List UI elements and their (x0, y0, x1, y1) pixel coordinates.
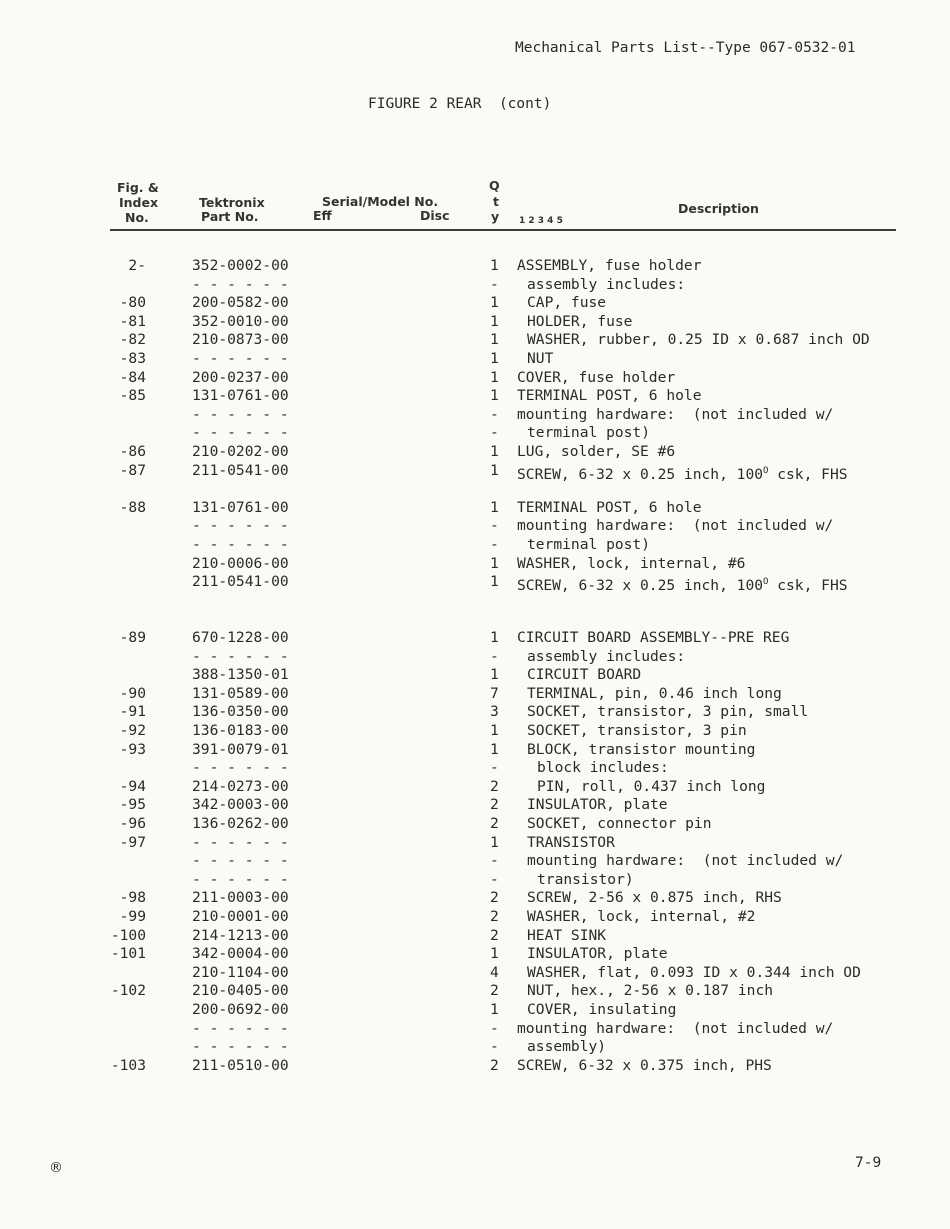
part-number: 210-0001-00 (192, 908, 289, 925)
quantity: - (490, 424, 499, 442)
quantity: 2 (490, 889, 499, 907)
table-row (0, 406, 950, 424)
part-number: - - - - - - (192, 852, 289, 870)
index-number: -83 (119, 350, 146, 367)
description (527, 294, 606, 312)
part-number: - - - - - - (192, 759, 289, 777)
table-row (0, 945, 950, 963)
description-text: NUT, hex., 2-56 x 0.187 inch (527, 982, 774, 1000)
description-text: SCREW, 6-32 x 0.375 inch, PHS (517, 1056, 772, 1074)
index-number: -102 (110, 982, 146, 1000)
table-row (0, 889, 950, 907)
part-number: 211-0510-00 (192, 1056, 289, 1074)
description-text: SOCKET, connector pin (527, 815, 712, 832)
quantity: - (490, 1038, 499, 1056)
description (517, 1020, 833, 1038)
description-text: COVER, insulating (527, 1001, 677, 1018)
part-number: 211-0541-00 (192, 461, 289, 479)
table-row (0, 1038, 950, 1056)
description-text: assembly includes: (527, 275, 686, 293)
description-suffix: csk, FHS (768, 465, 848, 483)
index-number: 2- (128, 257, 146, 274)
description-text: terminal post) (527, 424, 651, 442)
part-number: 211-0003-00 (192, 889, 289, 907)
part-number: - - - - - - (192, 1019, 289, 1037)
quantity: 1 (490, 312, 499, 330)
description-text: mounting hardware: (not included w/ (517, 517, 834, 535)
description (517, 555, 745, 573)
part-number: - - - - - - (192, 517, 289, 535)
col-part-line1: Tektronix (199, 195, 265, 210)
table-row (0, 703, 950, 721)
description (517, 462, 848, 484)
index-number: -86 (119, 443, 146, 460)
description-text: CIRCUIT BOARD ASSEMBLY--PRE REG (517, 629, 790, 646)
description-text: terminal post) (527, 536, 651, 553)
description (517, 629, 789, 647)
table-row (0, 834, 950, 852)
quantity: - (490, 1019, 499, 1037)
col-fig-index-line2: Index (119, 195, 159, 210)
description-text: PIN, roll, 0.437 inch long (537, 777, 766, 795)
description-text: WASHER, rubber, 0.25 ID x 0.687 inch OD (527, 331, 870, 349)
table-row (0, 852, 950, 870)
description-text: TERMINAL, pin, 0.46 inch long (527, 684, 782, 702)
quantity: - (490, 405, 499, 423)
index-number: -85 (119, 387, 146, 405)
part-number: 200-0237-00 (192, 368, 289, 386)
part-number: 214-0273-00 (192, 777, 289, 795)
quantity: 1 (490, 257, 499, 274)
table-row (0, 369, 950, 387)
degree-superscript: O (763, 465, 769, 476)
description (527, 1001, 676, 1019)
quantity: 1 (490, 331, 499, 349)
part-number: - - - - - - (192, 350, 289, 367)
table-row (0, 387, 950, 405)
col-fig-index-line1: Fig. & (117, 180, 159, 195)
part-number: 210-1104-00 (192, 963, 289, 981)
description (537, 778, 765, 796)
quantity: - (490, 536, 499, 553)
part-number: 131-0761-00 (192, 387, 289, 405)
part-number: 136-0350-00 (192, 703, 289, 721)
description-text: WASHER, flat, 0.093 ID x 0.344 inch OD (527, 963, 861, 981)
description (527, 313, 632, 331)
running-title: Mechanical Parts List--Type 067-0532-01 (515, 40, 856, 56)
index-number: -94 (119, 777, 146, 795)
description-text: CIRCUIT BOARD (527, 666, 642, 684)
table-row (0, 555, 950, 573)
table-row (0, 908, 950, 926)
description (527, 424, 650, 442)
col-fig-index-line3: No. (125, 210, 149, 225)
table-row (0, 294, 950, 312)
index-number: -90 (119, 684, 146, 702)
quantity: 2 (490, 908, 499, 925)
description (527, 964, 861, 982)
col-qty-line2: t (493, 194, 499, 209)
description (527, 648, 685, 666)
description (517, 443, 675, 461)
description (527, 276, 685, 294)
col-qty-line3: y (491, 209, 500, 224)
description-text: HOLDER, fuse (527, 312, 633, 330)
index-number: -93 (119, 740, 146, 758)
table-row (0, 350, 950, 368)
index-number: -80 (119, 294, 146, 312)
description (517, 406, 833, 424)
index-number: -99 (119, 908, 146, 925)
col-description: Description (678, 201, 759, 216)
index-number: -95 (119, 796, 146, 814)
table-row (0, 759, 950, 777)
col-serial-disc: Disc (420, 208, 450, 223)
quantity: 1 (490, 945, 499, 963)
part-number: 200-0692-00 (192, 1001, 289, 1018)
table-row (0, 257, 950, 275)
description-text: assembly) (527, 1038, 607, 1056)
part-number: 391-0079-01 (192, 740, 289, 758)
quantity: 4 (490, 963, 499, 981)
part-number: 136-0262-00 (192, 815, 289, 832)
description-text: LUG, solder, SE #6 (517, 443, 676, 460)
index-number: -97 (119, 833, 146, 851)
part-number: 210-0405-00 (192, 982, 289, 1000)
description (517, 517, 833, 535)
description (527, 331, 870, 349)
table-row (0, 648, 950, 666)
description (517, 257, 702, 275)
description-text: block includes: (537, 759, 669, 777)
quantity: 1 (490, 833, 499, 851)
description (517, 573, 848, 595)
table-row (0, 982, 950, 1000)
index-number: -98 (119, 889, 146, 907)
description (527, 945, 668, 963)
description (527, 815, 712, 833)
quantity: 2 (490, 796, 499, 814)
description-text: TRANSISTOR (527, 833, 615, 851)
part-number: 210-0006-00 (192, 554, 289, 572)
quantity: 1 (490, 629, 499, 646)
quantity: 1 (490, 554, 499, 572)
table-row (0, 331, 950, 349)
quantity: 2 (490, 982, 499, 1000)
quantity: - (490, 517, 499, 535)
description (517, 369, 675, 387)
index-number: -92 (119, 722, 146, 739)
part-number: 131-0589-00 (192, 684, 289, 702)
table-row (0, 927, 950, 945)
table-row (0, 443, 950, 461)
quantity: 1 (490, 740, 499, 758)
part-number: 210-0202-00 (192, 443, 289, 460)
registered-mark: ® (49, 1160, 63, 1176)
quantity: 2 (490, 815, 499, 832)
quantity: 1 (490, 1001, 499, 1018)
description (527, 852, 843, 870)
description (527, 982, 773, 1000)
part-number: 670-1228-00 (192, 629, 289, 646)
description (527, 741, 755, 759)
table-row (0, 276, 950, 294)
part-number: 342-0004-00 (192, 945, 289, 963)
quantity: - (490, 275, 499, 293)
quantity: 1 (490, 666, 499, 684)
table-row (0, 313, 950, 331)
quantity: 1 (490, 443, 499, 460)
quantity: 1 (490, 294, 499, 312)
quantity: 2 (490, 777, 499, 795)
table-row (0, 1001, 950, 1019)
quantity: - (490, 759, 499, 777)
description-text: TERMINAL POST, 6 hole (517, 387, 702, 405)
description-text: INSULATOR, plate (527, 945, 668, 963)
part-number: 136-0183-00 (192, 722, 289, 739)
description-text: CAP, fuse (527, 294, 607, 312)
description-text: WASHER, lock, internal, #6 (517, 554, 746, 572)
col-indent-levels: 1 2 3 4 5 (519, 216, 563, 226)
col-serial-eff: Eff (313, 208, 332, 223)
description (527, 796, 668, 814)
index-number: -91 (119, 703, 146, 721)
table-row (0, 461, 950, 483)
index-number: -88 (119, 498, 146, 516)
quantity: - (490, 870, 499, 888)
description-text: TERMINAL POST, 6 hole (517, 498, 702, 516)
quantity: 1 (490, 350, 499, 367)
description (537, 871, 634, 889)
description-text: SCREW, 6-32 x 0.25 inch, 100 (517, 577, 764, 595)
part-number: 210-0873-00 (192, 331, 289, 349)
table-row (0, 815, 950, 833)
quantity: 1 (490, 498, 499, 516)
quantity: 7 (490, 684, 499, 702)
description (517, 387, 702, 405)
table-row (0, 1020, 950, 1038)
part-number: 200-0582-00 (192, 294, 289, 312)
description-text: INSULATOR, plate (527, 796, 668, 814)
description-text: HEAT SINK (527, 926, 607, 944)
table-row (0, 424, 950, 442)
description-text: WASHER, lock, internal, #2 (527, 908, 756, 925)
table-row (0, 722, 950, 740)
description-suffix: csk, FHS (768, 577, 848, 595)
table-row (0, 666, 950, 684)
description (537, 759, 669, 777)
table-row (0, 536, 950, 554)
table-row (0, 1057, 950, 1075)
description (517, 499, 702, 517)
description (527, 536, 650, 554)
quantity: 2 (490, 1056, 499, 1074)
quantity: 1 (490, 722, 499, 739)
degree-superscript: O (763, 577, 769, 588)
quantity: 3 (490, 703, 499, 721)
part-number: - - - - - - (192, 1038, 289, 1056)
index-number: -101 (110, 945, 146, 963)
description (527, 722, 747, 740)
table-row (0, 741, 950, 759)
part-number: 214-1213-00 (192, 926, 289, 944)
table-row (0, 871, 950, 889)
index-number: -84 (119, 368, 146, 386)
part-number: - - - - - - (192, 647, 289, 665)
table-row (0, 685, 950, 703)
part-number: - - - - - - (192, 424, 289, 442)
part-number: - - - - - - (192, 833, 289, 851)
index-number: -89 (119, 629, 146, 646)
quantity: 1 (490, 461, 499, 479)
part-number: 131-0761-00 (192, 498, 289, 516)
part-number: 352-0002-00 (192, 257, 289, 274)
index-number: -87 (119, 461, 146, 479)
part-number: 352-0010-00 (192, 312, 289, 330)
index-number: -103 (110, 1056, 146, 1074)
description-text: assembly includes: (527, 647, 686, 665)
description (517, 1057, 772, 1075)
description-text: SOCKET, transistor, 3 pin, small (527, 703, 809, 721)
description (527, 889, 782, 907)
table-row (0, 499, 950, 517)
quantity: 2 (490, 926, 499, 944)
description-text: NUT (527, 350, 554, 367)
part-number: - - - - - - (192, 405, 289, 423)
description-text: mounting hardware: (not included w/ (517, 1019, 834, 1037)
part-number: 388-1350-01 (192, 666, 289, 684)
description (527, 685, 782, 703)
description-text: mounting hardware: (not included w/ (527, 852, 844, 870)
description-text: SCREW, 2-56 x 0.875 inch, RHS (527, 889, 782, 907)
description (527, 908, 755, 926)
table-row (0, 964, 950, 982)
page-number: 7-9 (855, 1155, 882, 1171)
description-text: mounting hardware: (not included w/ (517, 405, 834, 423)
description (527, 834, 615, 852)
description-text: COVER, fuse holder (517, 368, 676, 386)
quantity: - (490, 852, 499, 870)
part-number: - - - - - - (192, 870, 289, 888)
part-number: 211-0541-00 (192, 573, 289, 591)
table-row (0, 629, 950, 647)
part-number: 342-0003-00 (192, 796, 289, 814)
index-number: -82 (119, 331, 146, 349)
table-row (0, 517, 950, 535)
quantity: 1 (490, 387, 499, 405)
quantity: - (490, 647, 499, 665)
description-text: ASSEMBLY, fuse holder (517, 257, 702, 274)
col-qty-line1: Q (489, 178, 500, 193)
description-text: SCREW, 6-32 x 0.25 inch, 100 (517, 465, 764, 483)
quantity: 1 (490, 368, 499, 386)
description (527, 1038, 606, 1056)
index-number: -100 (110, 926, 146, 944)
description (527, 666, 641, 684)
figure-title: FIGURE 2 REAR (cont) (368, 96, 552, 112)
quantity: 1 (490, 573, 499, 591)
part-number: - - - - - - (192, 536, 289, 553)
col-part-line2: Part No. (201, 209, 259, 224)
description-text: transistor) (537, 870, 634, 888)
index-number: -81 (119, 312, 146, 330)
index-number: -96 (119, 815, 146, 832)
table-row (0, 778, 950, 796)
description (527, 350, 553, 368)
part-number: - - - - - - (192, 275, 289, 293)
description-text: BLOCK, transistor mounting (527, 740, 756, 758)
table-row (0, 573, 950, 595)
header-rule (110, 229, 896, 231)
description (527, 927, 606, 945)
table-row (0, 796, 950, 814)
description (527, 703, 808, 721)
col-serial-line1: Serial/Model No. (322, 194, 439, 209)
description-text: SOCKET, transistor, 3 pin (527, 722, 747, 739)
